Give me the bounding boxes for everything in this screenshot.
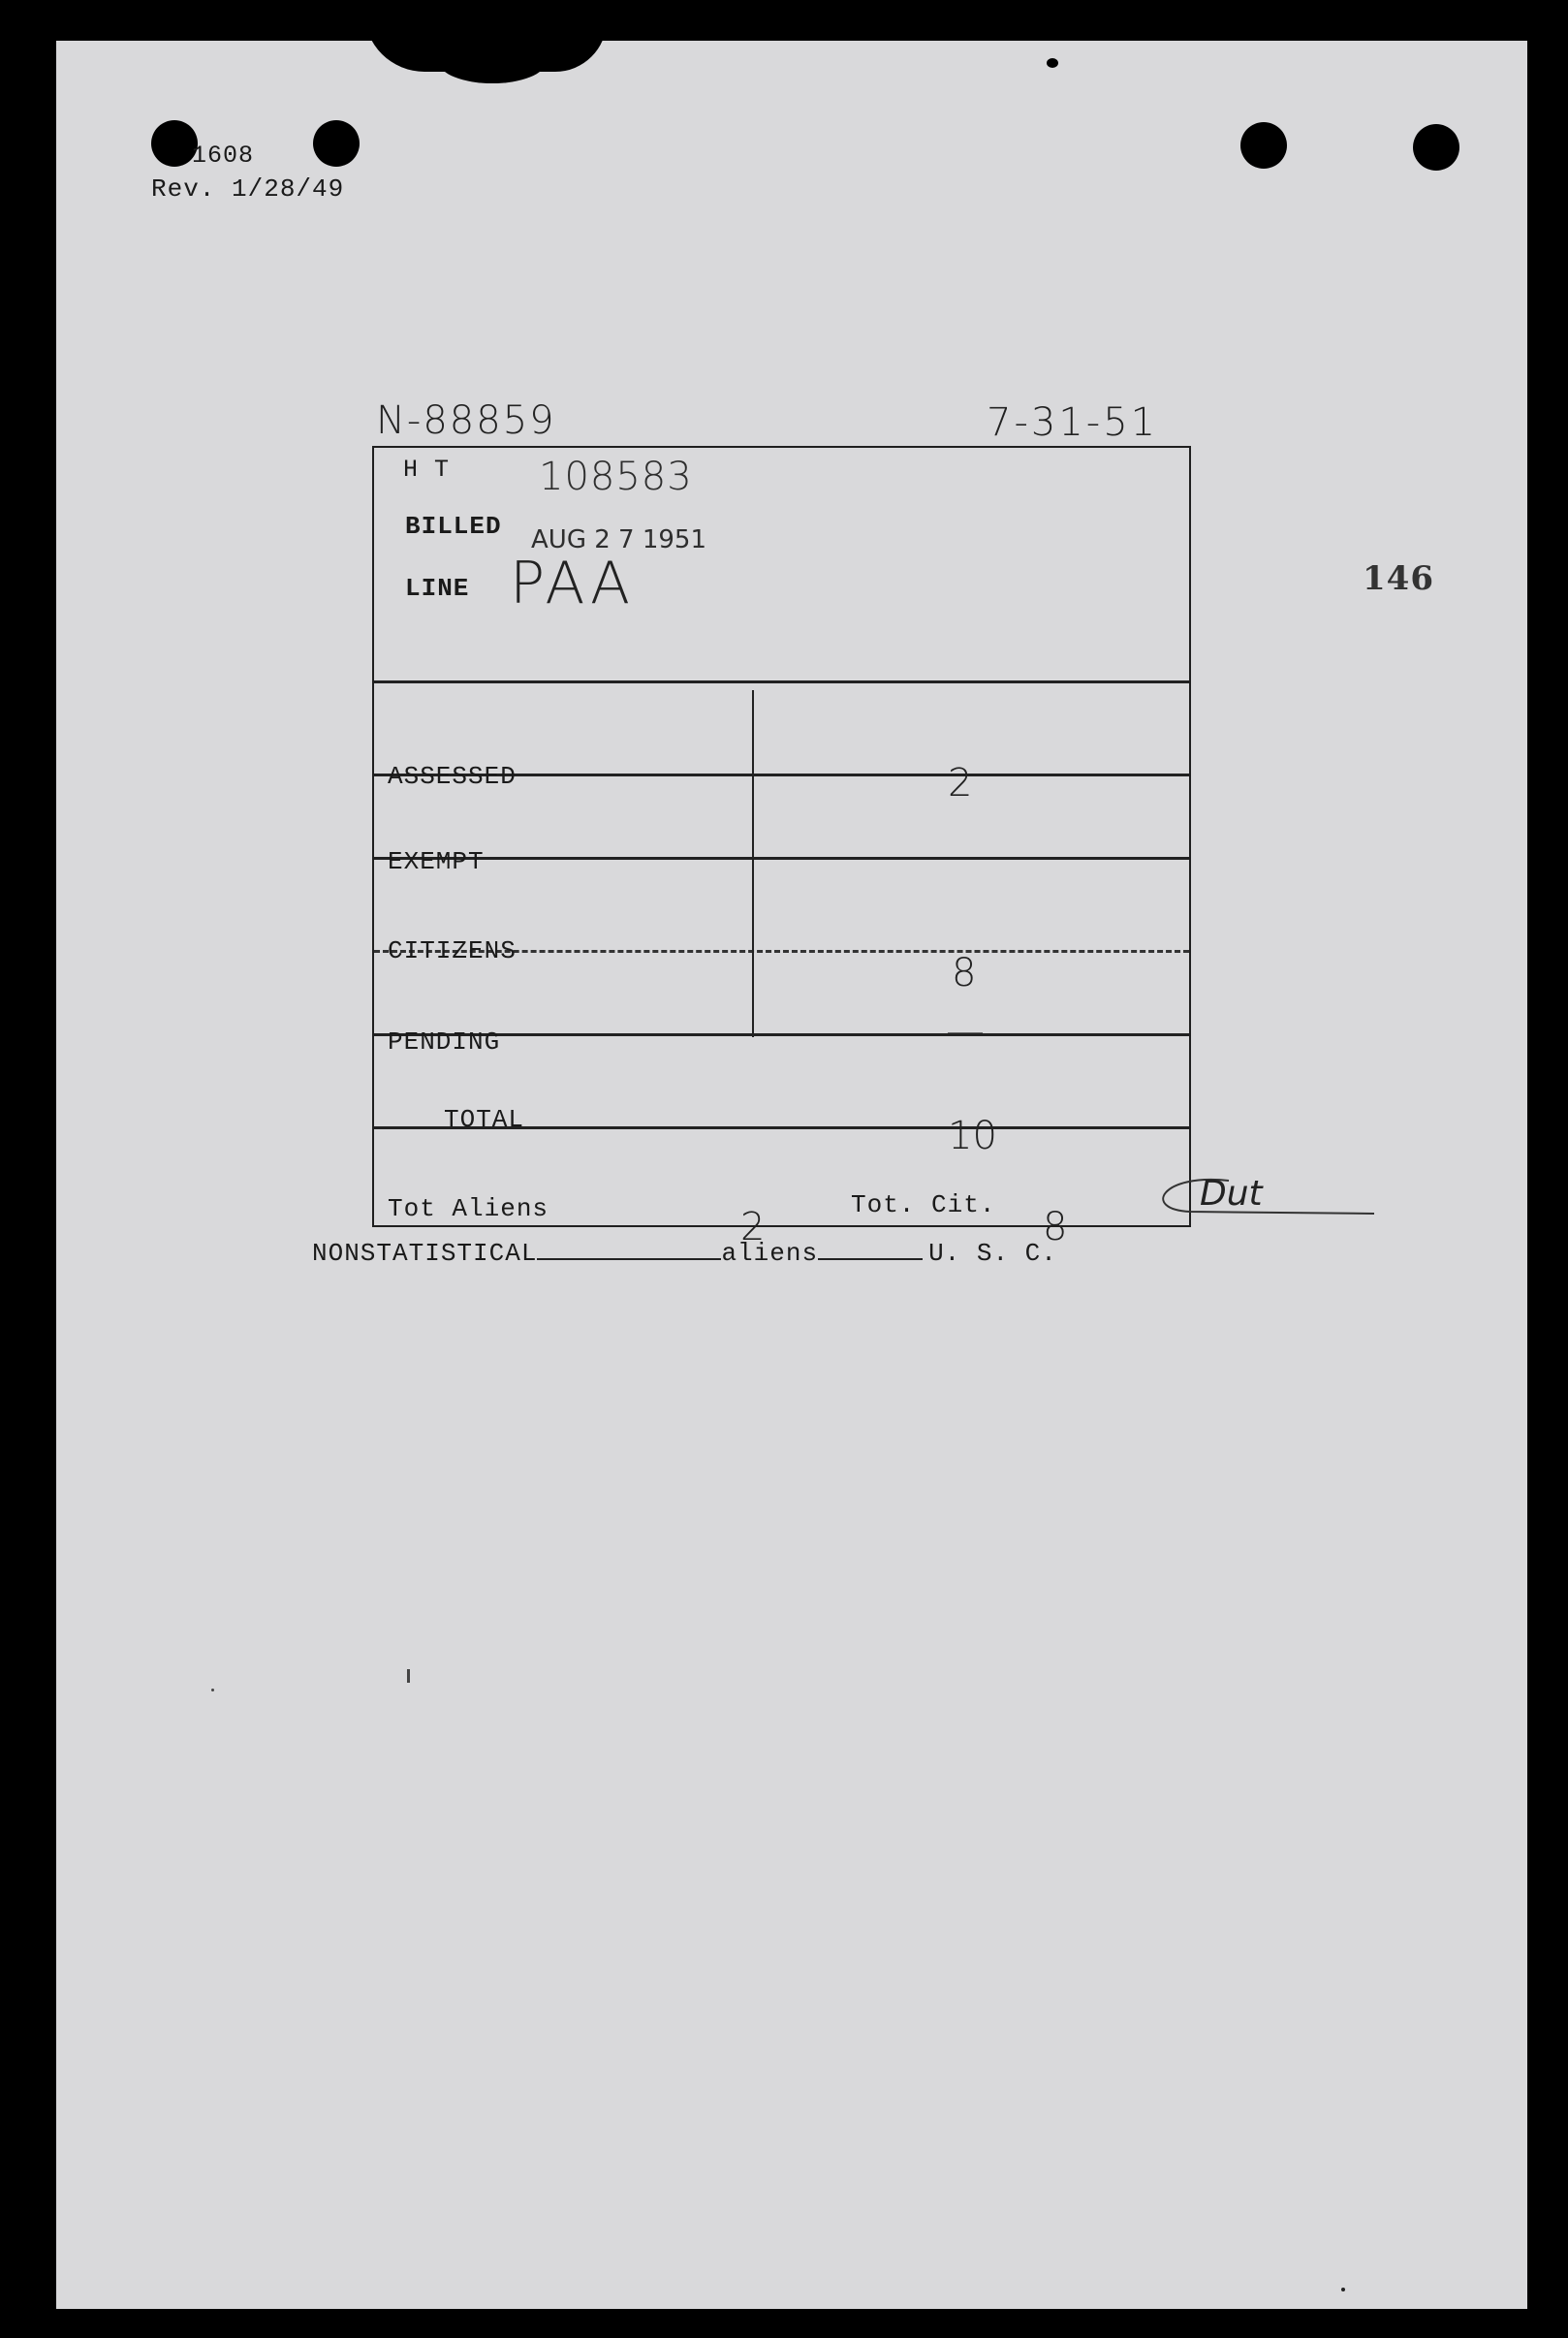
torn-edge-notch xyxy=(439,41,546,83)
punch-hole xyxy=(151,120,198,167)
row-value-assessed: 2 xyxy=(948,761,973,806)
ink-speck xyxy=(211,1689,214,1691)
row-label-assessed: ASSESSED xyxy=(388,762,517,791)
ht-label: H T xyxy=(403,456,451,484)
billed-date-stamp: AUG 2 7 1951 xyxy=(531,525,707,554)
row-label-citizens: CITIZENS xyxy=(388,936,517,965)
aliens-blank xyxy=(818,1258,923,1260)
row-value-pending: — xyxy=(946,1009,985,1054)
tot-cit-value: 8 xyxy=(1043,1205,1068,1249)
nonstatistical-label: NONSTATISTICAL xyxy=(312,1239,538,1268)
initials: Dut xyxy=(1200,1174,1263,1214)
ht-number-stamp: 108583 xyxy=(539,455,693,499)
nonstatistical-blank xyxy=(537,1258,721,1260)
row-value-citizens: 8 xyxy=(952,951,977,995)
total-label: TOTAL xyxy=(444,1105,525,1134)
punch-hole xyxy=(1413,124,1459,171)
total-value: 10 xyxy=(948,1114,997,1158)
row-value-exempt: — xyxy=(946,835,985,879)
form-revision: Rev. 1/28/49 xyxy=(151,174,345,204)
ink-speck xyxy=(407,1669,410,1683)
row-label-pending: PENDING xyxy=(388,1027,501,1057)
header-date: 7-31-51 xyxy=(987,400,1159,445)
line-label: LINE xyxy=(405,574,470,603)
tot-cit-label: Tot. Cit. xyxy=(851,1190,996,1219)
row-label-exempt: EXEMPT xyxy=(388,847,485,876)
ink-speck xyxy=(1341,2288,1345,2291)
ink-speck xyxy=(1047,58,1058,68)
tot-aliens-value: 2 xyxy=(740,1205,766,1249)
footer-line xyxy=(312,1241,1057,1266)
page-number: 146 xyxy=(1363,559,1434,598)
form-number: 1608 xyxy=(192,142,255,170)
punch-hole xyxy=(313,120,360,167)
manifest-summary-box xyxy=(372,446,1191,1249)
rule xyxy=(374,857,1189,860)
tot-aliens-label: Tot Aliens xyxy=(388,1194,549,1223)
billed-label: BILLED xyxy=(405,512,502,541)
punch-hole xyxy=(1240,122,1287,169)
rule xyxy=(374,680,1189,683)
file-number: N-88859 xyxy=(376,398,556,443)
usc-label: U. S. C. xyxy=(928,1239,1057,1268)
line-value: PAA xyxy=(510,550,635,617)
aliens-label: aliens xyxy=(721,1239,819,1268)
document-sheet xyxy=(56,41,1527,2309)
column-divider xyxy=(752,690,754,1037)
